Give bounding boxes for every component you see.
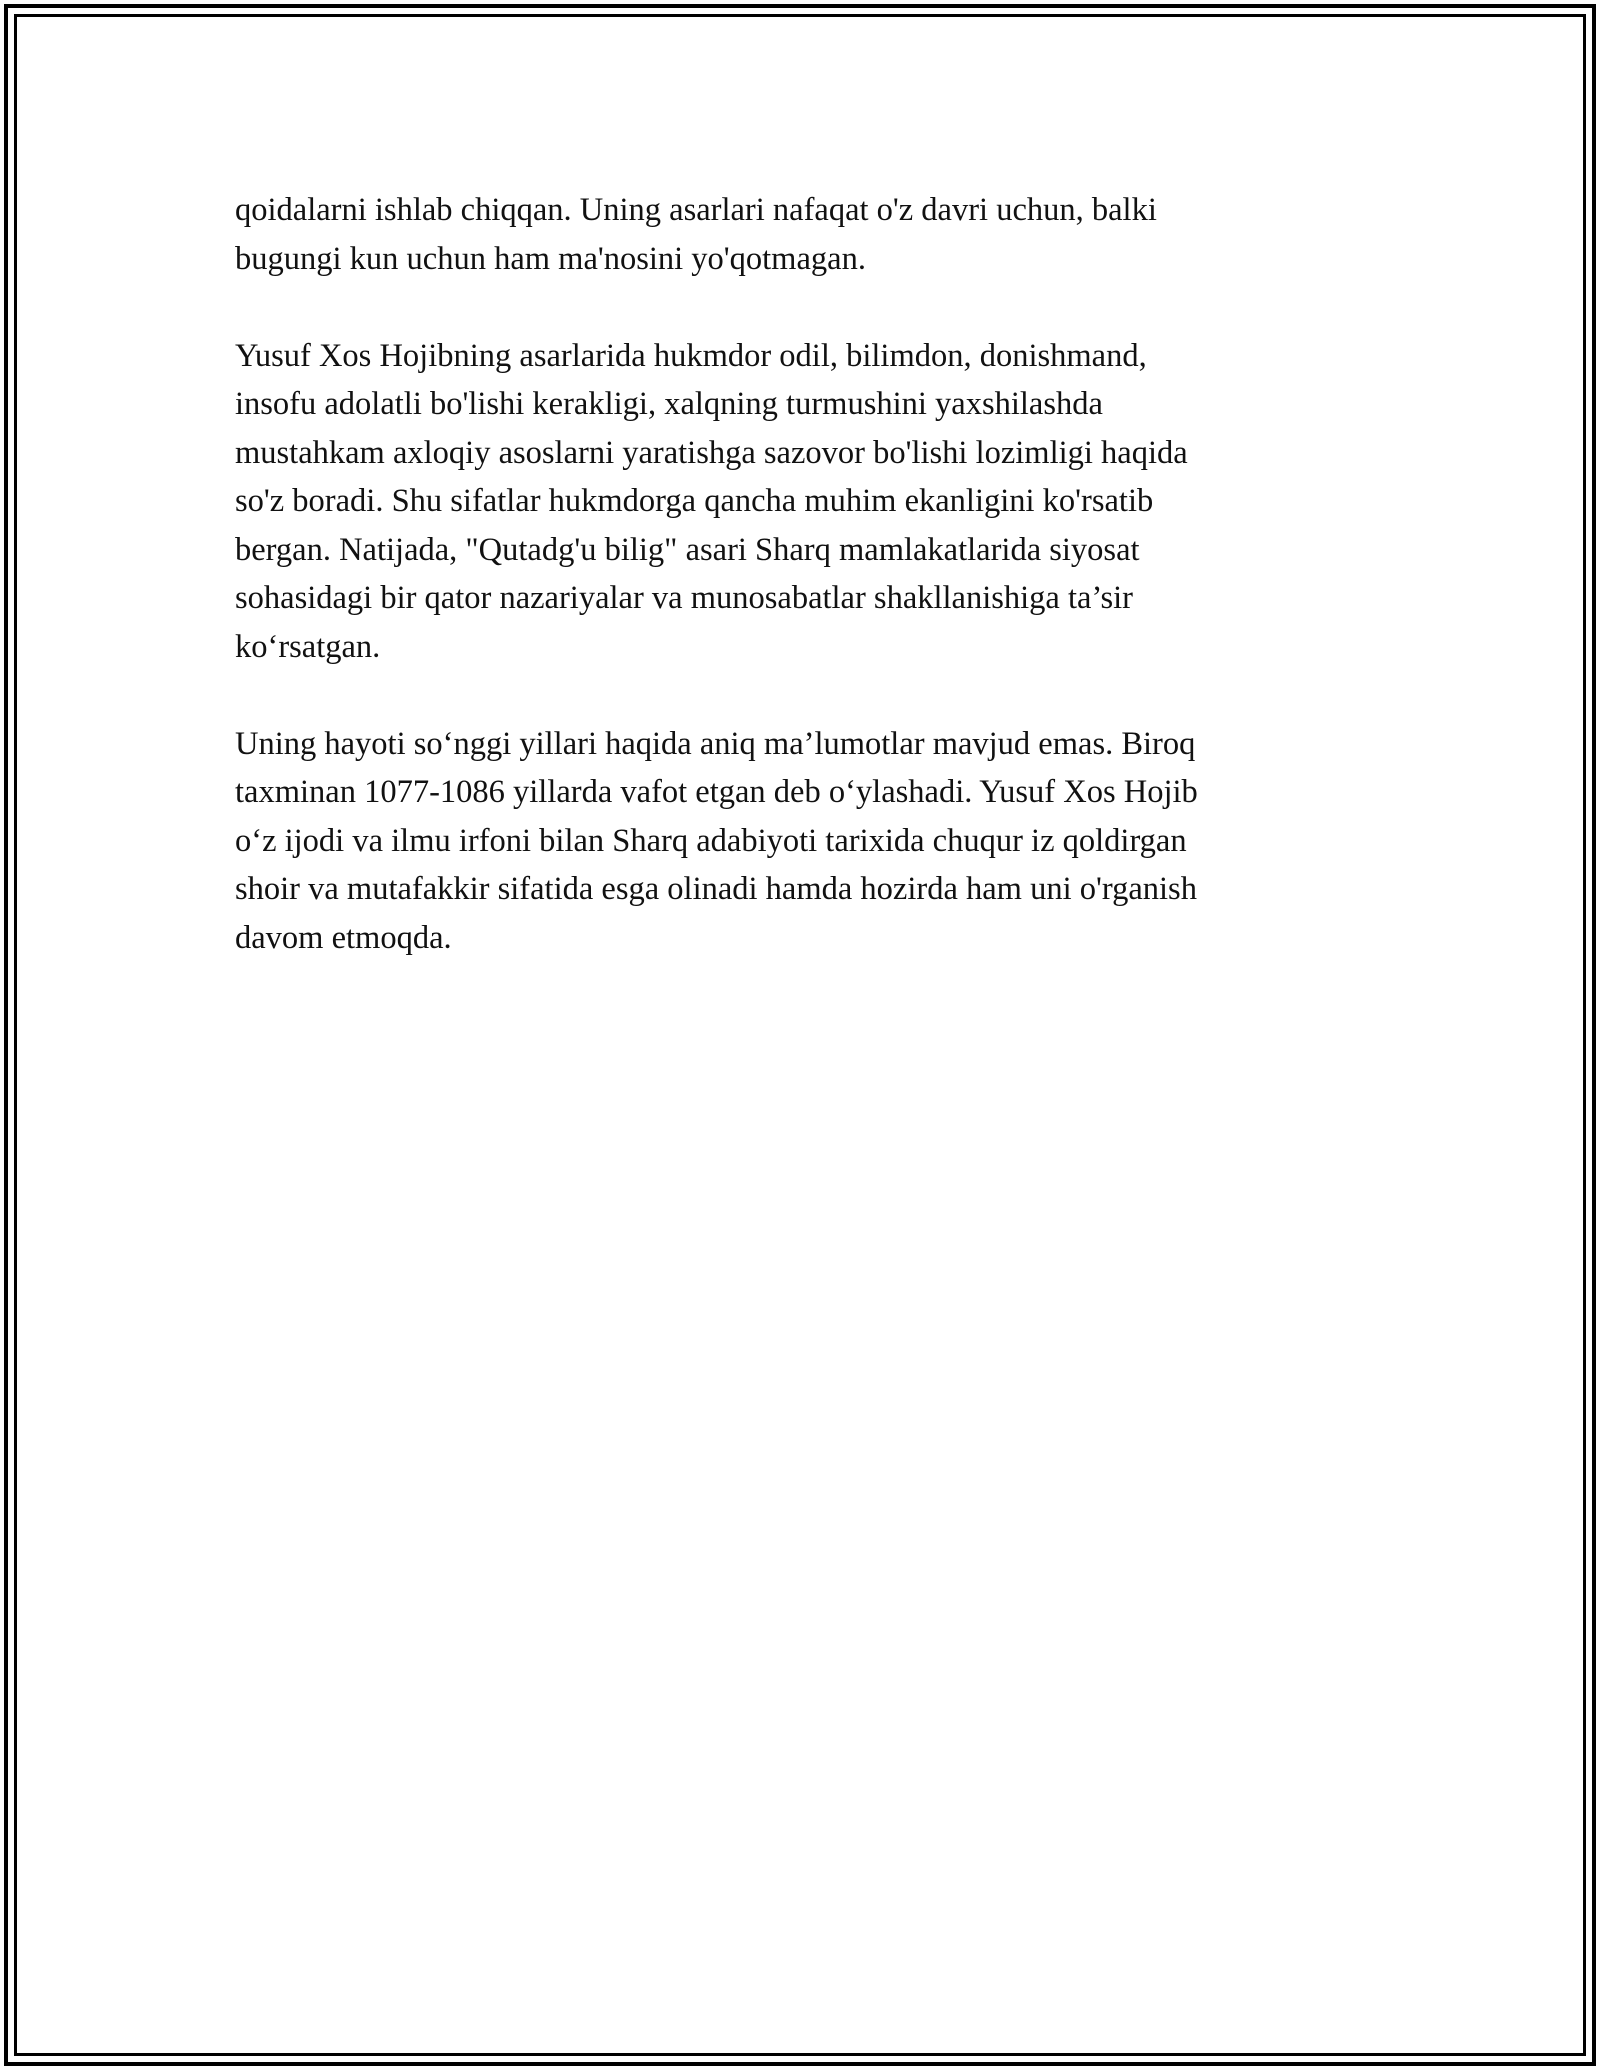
text-line: sohasidagi bir qator nazariyalar va munosabatlar shakllanishiga ta’sir [235, 580, 1133, 616]
text-line: bugungi kun uchun ham ma'nosini yo'qotmagan. [235, 240, 866, 277]
paragraph-1 [235, 186, 1345, 283]
text-line: o‘z ijodi va ilmu irfoni bilan Sharq adabiyoti tarixida chuqur iz qoldirgan [235, 822, 1187, 859]
paragraph-3 [235, 720, 1345, 963]
text-line: bergan. Natijada, "Qutadg'u bilig" asari Sharq mamlakatlarida siyosat [235, 531, 1140, 568]
text-line: taxminan 1077-1086 yillarda vafot etgan deb o‘ylashadi. Yusuf Xos Hojib [235, 774, 1198, 810]
paragraph-2 [235, 332, 1345, 672]
text-line: shoir va mutafakkir sifatida esga olinadi hamda hozirda ham uni o'rganish [235, 871, 1197, 907]
text-line: ko‘rsatgan. [235, 628, 381, 665]
document-body [235, 186, 1345, 1011]
text-line: insofu adolatli bo'lishi kerakligi, xalqning turmushini yaxshilashda [235, 386, 1103, 422]
text-line: Yusuf Xos Hojibning asarlarida hukmdor odil, bilimdon, donishmand, [235, 337, 1147, 374]
text-line: davom etmoqda. [235, 919, 452, 956]
text-line: qoidalarni ishlab chiqqan. Uning asarlari nafaqat o'z davri uchun, balki [235, 192, 1157, 228]
text-line: so'z boradi. Shu sifatlar hukmdorga qancha muhim ekanligini ko'rsatib [235, 483, 1154, 519]
text-line: mustahkam axloqiy asoslarni yaratishga sazovor bo'lishi lozimligi haqida [235, 434, 1188, 471]
text-line: Uning hayoti so‘nggi yillari haqida aniq ma’lumotlar mavjud emas. Biroq [235, 725, 1196, 762]
